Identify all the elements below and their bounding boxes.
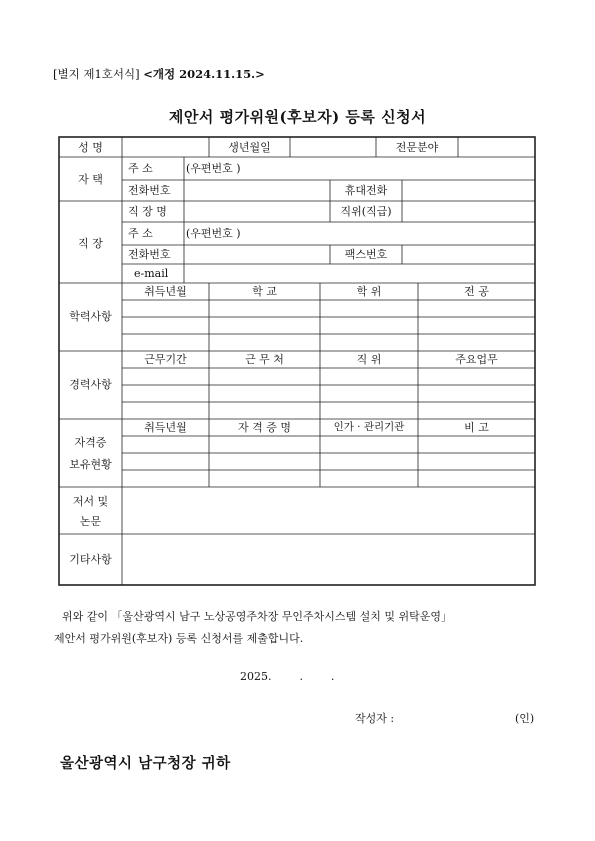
home-section-label: 자 택 — [78, 173, 103, 186]
home-address-label: 주 소 — [128, 162, 153, 175]
statement-line-1: 위와 같이 「울산광역시 남구 노상공영주차장 무인주차시스템 설치 및 위탁운영」 — [62, 610, 453, 623]
education-col-school: 학 교 — [252, 285, 277, 298]
career-section-label: 경력사항 — [69, 378, 112, 391]
career-col-period: 근무기간 — [144, 353, 187, 366]
license-section-label-1: 자격증 — [74, 436, 107, 449]
license-section-label-2: 보유현황 — [69, 458, 112, 471]
work-address-label: 주 소 — [128, 227, 153, 240]
license-col-remarks: 비 고 — [464, 421, 489, 434]
job-position-label: 직위(직급) — [340, 205, 392, 218]
license-col-name: 자 격 증 명 — [238, 421, 291, 434]
education-section-label: 학력사항 — [69, 310, 112, 323]
education-col-date: 취득년월 — [144, 285, 187, 298]
etc-label: 기타사항 — [69, 553, 112, 566]
home-phone-label: 전화번호 — [128, 184, 171, 197]
birthdate-label: 생년월일 — [228, 141, 271, 154]
papers-label-2: 논문 — [79, 515, 102, 528]
statement-line-2: 제안서 평가위원(후보자) 등록 신청서를 제출합니다. — [54, 632, 304, 645]
education-col-major: 전 공 — [464, 285, 489, 298]
career-col-duties: 주요업무 — [455, 353, 498, 366]
career-col-workplace: 근 무 처 — [245, 353, 284, 366]
work-section-label: 직 장 — [78, 237, 103, 250]
career-col-position: 직 위 — [356, 353, 382, 366]
form-number: [별지 제1호서식] — [53, 67, 140, 81]
submission-date: 2025. . . — [240, 670, 335, 683]
writer-label: 작성자 : — [355, 712, 395, 725]
page-title: 제안서 평가위원(후보자) 등록 신청서 — [168, 108, 427, 126]
work-zip-label: (우편번호 ) — [186, 227, 241, 240]
work-phone-label: 전화번호 — [128, 248, 171, 261]
education-col-degree: 학 위 — [356, 285, 382, 298]
addressee: 울산광역시 남구청장 귀하 — [60, 755, 231, 772]
license-col-date: 취득년월 — [144, 421, 187, 434]
seal-mark: (인) — [515, 712, 535, 725]
company-label: 직 장 명 — [128, 205, 167, 218]
license-col-authority: 인가 · 관리기관 — [333, 421, 405, 433]
revision-note: <개정 2024.11.15.> — [143, 67, 265, 81]
home-zip-label: (우편번호 ) — [186, 162, 241, 175]
papers-label-1: 저서 및 — [72, 495, 109, 508]
fax-label: 팩스번호 — [344, 248, 388, 261]
email-label: e-mail — [134, 267, 169, 280]
specialty-label: 전문분야 — [395, 141, 439, 154]
mobile-label: 휴대전화 — [344, 184, 388, 197]
statement — [54, 606, 550, 650]
name-label: 성 명 — [78, 141, 103, 154]
